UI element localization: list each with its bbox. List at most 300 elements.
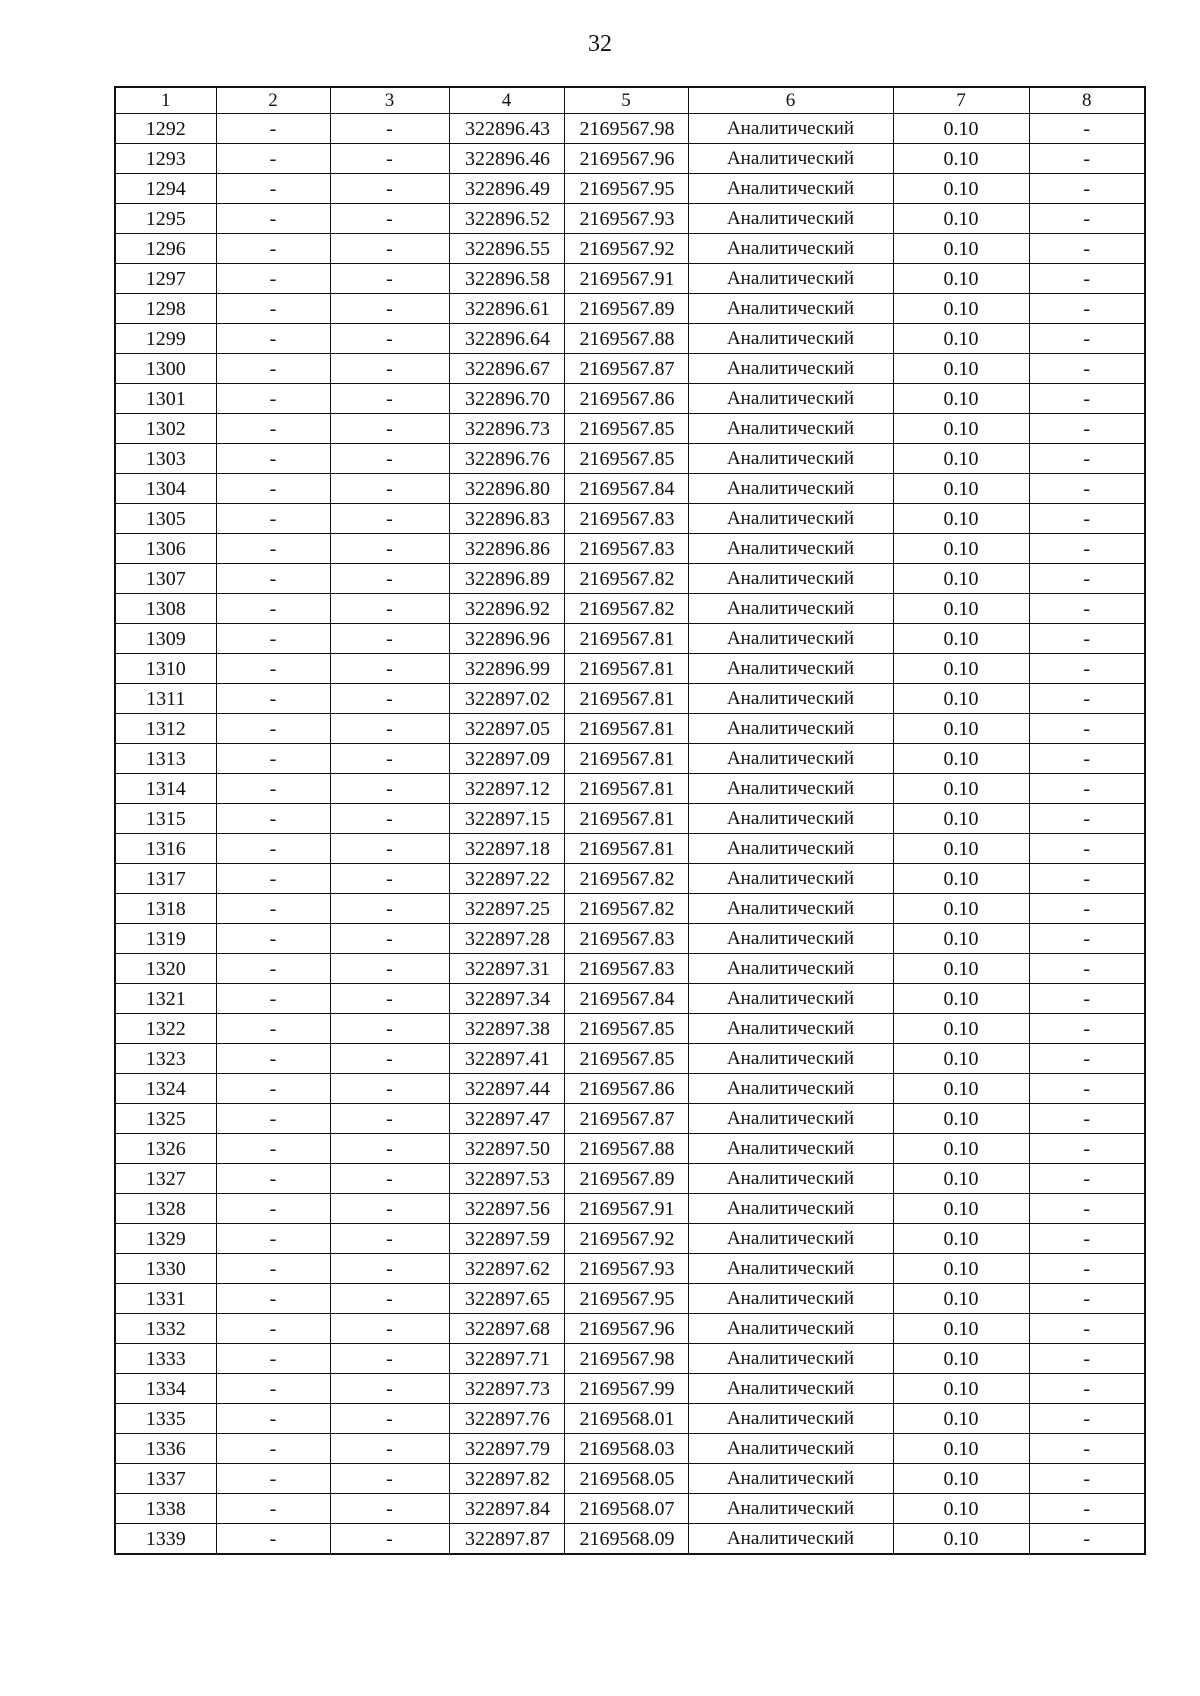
cell-method: Аналитический bbox=[688, 534, 893, 564]
cell-method: Аналитический bbox=[688, 324, 893, 354]
cell-col-3: - bbox=[330, 264, 449, 294]
cell-col-3: - bbox=[330, 564, 449, 594]
cell-coord-x: 322897.28 bbox=[449, 924, 564, 954]
cell-col-2: - bbox=[216, 444, 330, 474]
cell-col-8: - bbox=[1029, 894, 1145, 924]
cell-coord-x: 322897.41 bbox=[449, 1044, 564, 1074]
cell-col-3: - bbox=[330, 534, 449, 564]
cell-col-8: - bbox=[1029, 1224, 1145, 1254]
cell-coord-x: 322896.73 bbox=[449, 414, 564, 444]
cell-col-8: - bbox=[1029, 654, 1145, 684]
cell-col-8: - bbox=[1029, 294, 1145, 324]
cell-coord-y: 2169567.81 bbox=[564, 684, 688, 714]
cell-coord-x: 322897.79 bbox=[449, 1434, 564, 1464]
cell-coord-y: 2169567.82 bbox=[564, 864, 688, 894]
cell-coord-y: 2169567.81 bbox=[564, 804, 688, 834]
cell-col-2: - bbox=[216, 654, 330, 684]
cell-col-3: - bbox=[330, 1134, 449, 1164]
cell-method: Аналитический bbox=[688, 444, 893, 474]
cell-accuracy: 0.10 bbox=[893, 1044, 1029, 1074]
cell-coord-x: 322897.62 bbox=[449, 1254, 564, 1284]
cell-coord-y: 2169567.83 bbox=[564, 504, 688, 534]
cell-accuracy: 0.10 bbox=[893, 1374, 1029, 1404]
cell-coord-x: 322896.46 bbox=[449, 144, 564, 174]
cell-coord-y: 2169567.85 bbox=[564, 414, 688, 444]
cell-point-number: 1310 bbox=[115, 654, 216, 684]
cell-accuracy: 0.10 bbox=[893, 354, 1029, 384]
cell-point-number: 1318 bbox=[115, 894, 216, 924]
cell-method: Аналитический bbox=[688, 144, 893, 174]
cell-col-8: - bbox=[1029, 744, 1145, 774]
cell-coord-x: 322896.43 bbox=[449, 114, 564, 144]
cell-coord-x: 322897.87 bbox=[449, 1524, 564, 1555]
cell-col-3: - bbox=[330, 174, 449, 204]
table-header bbox=[115, 87, 1145, 114]
cell-accuracy: 0.10 bbox=[893, 294, 1029, 324]
cell-method: Аналитический bbox=[688, 204, 893, 234]
table-row bbox=[115, 924, 1145, 954]
table-row bbox=[115, 264, 1145, 294]
cell-method: Аналитический bbox=[688, 714, 893, 744]
cell-method: Аналитический bbox=[688, 954, 893, 984]
table-row bbox=[115, 744, 1145, 774]
table-row bbox=[115, 354, 1145, 384]
cell-coord-y: 2169567.85 bbox=[564, 1044, 688, 1074]
cell-accuracy: 0.10 bbox=[893, 954, 1029, 984]
cell-coord-y: 2169567.91 bbox=[564, 264, 688, 294]
cell-point-number: 1323 bbox=[115, 1044, 216, 1074]
cell-accuracy: 0.10 bbox=[893, 924, 1029, 954]
table-row bbox=[115, 1254, 1145, 1284]
table-row bbox=[115, 414, 1145, 444]
cell-coord-y: 2169567.92 bbox=[564, 234, 688, 264]
cell-accuracy: 0.10 bbox=[893, 144, 1029, 174]
cell-method: Аналитический bbox=[688, 1224, 893, 1254]
cell-point-number: 1304 bbox=[115, 474, 216, 504]
cell-point-number: 1322 bbox=[115, 1014, 216, 1044]
table-body bbox=[115, 114, 1145, 1555]
cell-accuracy: 0.10 bbox=[893, 174, 1029, 204]
header-cell-2: 2 bbox=[216, 87, 330, 114]
cell-point-number: 1320 bbox=[115, 954, 216, 984]
cell-accuracy: 0.10 bbox=[893, 1314, 1029, 1344]
cell-method: Аналитический bbox=[688, 1104, 893, 1134]
cell-method: Аналитический bbox=[688, 744, 893, 774]
cell-col-3: - bbox=[330, 714, 449, 744]
cell-col-2: - bbox=[216, 174, 330, 204]
cell-coord-y: 2169567.81 bbox=[564, 744, 688, 774]
table-row bbox=[115, 894, 1145, 924]
cell-coord-x: 322896.58 bbox=[449, 264, 564, 294]
cell-coord-x: 322897.25 bbox=[449, 894, 564, 924]
table-row bbox=[115, 174, 1145, 204]
cell-point-number: 1334 bbox=[115, 1374, 216, 1404]
cell-point-number: 1339 bbox=[115, 1524, 216, 1555]
cell-coord-y: 2169567.84 bbox=[564, 474, 688, 504]
cell-coord-x: 322897.15 bbox=[449, 804, 564, 834]
cell-accuracy: 0.10 bbox=[893, 834, 1029, 864]
cell-method: Аналитический bbox=[688, 1494, 893, 1524]
cell-accuracy: 0.10 bbox=[893, 444, 1029, 474]
cell-coord-y: 2169567.83 bbox=[564, 534, 688, 564]
cell-col-8: - bbox=[1029, 444, 1145, 474]
cell-col-2: - bbox=[216, 684, 330, 714]
cell-col-8: - bbox=[1029, 1494, 1145, 1524]
cell-coord-y: 2169567.89 bbox=[564, 294, 688, 324]
cell-accuracy: 0.10 bbox=[893, 654, 1029, 684]
cell-coord-y: 2169567.93 bbox=[564, 204, 688, 234]
cell-accuracy: 0.10 bbox=[893, 1014, 1029, 1044]
cell-col-2: - bbox=[216, 924, 330, 954]
cell-method: Аналитический bbox=[688, 894, 893, 924]
cell-accuracy: 0.10 bbox=[893, 1494, 1029, 1524]
cell-col-2: - bbox=[216, 864, 330, 894]
cell-col-8: - bbox=[1029, 234, 1145, 264]
cell-coord-y: 2169567.96 bbox=[564, 144, 688, 174]
cell-coord-y: 2169567.89 bbox=[564, 1164, 688, 1194]
cell-coord-y: 2169567.85 bbox=[564, 444, 688, 474]
cell-method: Аналитический bbox=[688, 834, 893, 864]
header-cell-6: 6 bbox=[688, 87, 893, 114]
cell-coord-x: 322897.65 bbox=[449, 1284, 564, 1314]
cell-accuracy: 0.10 bbox=[893, 684, 1029, 714]
cell-accuracy: 0.10 bbox=[893, 984, 1029, 1014]
cell-accuracy: 0.10 bbox=[893, 1404, 1029, 1434]
cell-col-8: - bbox=[1029, 1194, 1145, 1224]
cell-coord-y: 2169567.91 bbox=[564, 1194, 688, 1224]
table-row bbox=[115, 714, 1145, 744]
cell-col-2: - bbox=[216, 1464, 330, 1494]
table-row bbox=[115, 834, 1145, 864]
cell-coord-y: 2169567.81 bbox=[564, 654, 688, 684]
cell-accuracy: 0.10 bbox=[893, 714, 1029, 744]
cell-method: Аналитический bbox=[688, 684, 893, 714]
cell-col-2: - bbox=[216, 1494, 330, 1524]
cell-col-3: - bbox=[330, 1014, 449, 1044]
header-cell-8: 8 bbox=[1029, 87, 1145, 114]
cell-col-8: - bbox=[1029, 384, 1145, 414]
cell-col-2: - bbox=[216, 354, 330, 384]
cell-point-number: 1327 bbox=[115, 1164, 216, 1194]
cell-point-number: 1298 bbox=[115, 294, 216, 324]
cell-method: Аналитический bbox=[688, 174, 893, 204]
cell-point-number: 1313 bbox=[115, 744, 216, 774]
cell-coord-x: 322896.80 bbox=[449, 474, 564, 504]
cell-coord-y: 2169567.82 bbox=[564, 594, 688, 624]
cell-accuracy: 0.10 bbox=[893, 594, 1029, 624]
cell-method: Аналитический bbox=[688, 1464, 893, 1494]
cell-col-3: - bbox=[330, 324, 449, 354]
cell-method: Аналитический bbox=[688, 594, 893, 624]
table-row bbox=[115, 864, 1145, 894]
table-row bbox=[115, 1344, 1145, 1374]
coordinates-table bbox=[114, 86, 1146, 1555]
cell-col-8: - bbox=[1029, 984, 1145, 1014]
cell-col-2: - bbox=[216, 324, 330, 354]
cell-method: Аналитический bbox=[688, 474, 893, 504]
cell-coord-x: 322897.44 bbox=[449, 1074, 564, 1104]
cell-col-8: - bbox=[1029, 1254, 1145, 1284]
cell-col-8: - bbox=[1029, 1134, 1145, 1164]
cell-method: Аналитический bbox=[688, 924, 893, 954]
cell-col-3: - bbox=[330, 294, 449, 324]
cell-col-3: - bbox=[330, 744, 449, 774]
cell-coord-y: 2169567.98 bbox=[564, 114, 688, 144]
cell-coord-y: 2169567.87 bbox=[564, 354, 688, 384]
cell-point-number: 1295 bbox=[115, 204, 216, 234]
table-row bbox=[115, 384, 1145, 414]
cell-method: Аналитический bbox=[688, 864, 893, 894]
cell-col-2: - bbox=[216, 954, 330, 984]
cell-coord-x: 322896.55 bbox=[449, 234, 564, 264]
cell-coord-y: 2169567.88 bbox=[564, 1134, 688, 1164]
cell-coord-x: 322896.96 bbox=[449, 624, 564, 654]
cell-col-8: - bbox=[1029, 834, 1145, 864]
cell-col-8: - bbox=[1029, 1404, 1145, 1434]
table-row bbox=[115, 984, 1145, 1014]
cell-coord-y: 2169567.82 bbox=[564, 894, 688, 924]
cell-accuracy: 0.10 bbox=[893, 564, 1029, 594]
cell-col-2: - bbox=[216, 504, 330, 534]
cell-point-number: 1325 bbox=[115, 1104, 216, 1134]
cell-coord-y: 2169567.83 bbox=[564, 924, 688, 954]
cell-col-8: - bbox=[1029, 924, 1145, 954]
table-row bbox=[115, 444, 1145, 474]
cell-col-3: - bbox=[330, 654, 449, 684]
cell-col-8: - bbox=[1029, 324, 1145, 354]
table-row bbox=[115, 954, 1145, 984]
cell-method: Аналитический bbox=[688, 234, 893, 264]
cell-col-3: - bbox=[330, 1224, 449, 1254]
cell-col-3: - bbox=[330, 504, 449, 534]
cell-point-number: 1296 bbox=[115, 234, 216, 264]
cell-coord-x: 322897.05 bbox=[449, 714, 564, 744]
table-row bbox=[115, 1404, 1145, 1434]
cell-col-8: - bbox=[1029, 714, 1145, 744]
cell-col-2: - bbox=[216, 894, 330, 924]
cell-col-3: - bbox=[330, 954, 449, 984]
cell-col-2: - bbox=[216, 564, 330, 594]
cell-coord-x: 322897.38 bbox=[449, 1014, 564, 1044]
cell-point-number: 1300 bbox=[115, 354, 216, 384]
cell-accuracy: 0.10 bbox=[893, 1164, 1029, 1194]
cell-point-number: 1309 bbox=[115, 624, 216, 654]
cell-col-3: - bbox=[330, 774, 449, 804]
cell-coord-x: 322896.67 bbox=[449, 354, 564, 384]
cell-coord-x: 322896.61 bbox=[449, 294, 564, 324]
cell-col-2: - bbox=[216, 534, 330, 564]
cell-point-number: 1336 bbox=[115, 1434, 216, 1464]
cell-point-number: 1329 bbox=[115, 1224, 216, 1254]
cell-accuracy: 0.10 bbox=[893, 1194, 1029, 1224]
cell-coord-y: 2169567.82 bbox=[564, 564, 688, 594]
cell-coord-x: 322897.12 bbox=[449, 774, 564, 804]
cell-point-number: 1294 bbox=[115, 174, 216, 204]
header-cell-4: 4 bbox=[449, 87, 564, 114]
cell-col-2: - bbox=[216, 264, 330, 294]
cell-method: Аналитический bbox=[688, 1254, 893, 1284]
cell-col-2: - bbox=[216, 1134, 330, 1164]
cell-col-3: - bbox=[330, 1314, 449, 1344]
cell-coord-x: 322897.56 bbox=[449, 1194, 564, 1224]
cell-col-3: - bbox=[330, 1344, 449, 1374]
cell-col-8: - bbox=[1029, 564, 1145, 594]
cell-col-3: - bbox=[330, 684, 449, 714]
cell-coord-x: 322896.89 bbox=[449, 564, 564, 594]
cell-col-2: - bbox=[216, 624, 330, 654]
cell-col-8: - bbox=[1029, 114, 1145, 144]
cell-col-8: - bbox=[1029, 264, 1145, 294]
cell-col-2: - bbox=[216, 474, 330, 504]
cell-accuracy: 0.10 bbox=[893, 1224, 1029, 1254]
cell-point-number: 1337 bbox=[115, 1464, 216, 1494]
cell-coord-x: 322897.50 bbox=[449, 1134, 564, 1164]
cell-point-number: 1324 bbox=[115, 1074, 216, 1104]
cell-accuracy: 0.10 bbox=[893, 264, 1029, 294]
cell-point-number: 1299 bbox=[115, 324, 216, 354]
cell-col-3: - bbox=[330, 354, 449, 384]
cell-coord-y: 2169567.92 bbox=[564, 1224, 688, 1254]
cell-col-3: - bbox=[330, 1194, 449, 1224]
table-row bbox=[115, 1044, 1145, 1074]
table-row bbox=[115, 1074, 1145, 1104]
cell-method: Аналитический bbox=[688, 264, 893, 294]
cell-col-8: - bbox=[1029, 774, 1145, 804]
cell-point-number: 1317 bbox=[115, 864, 216, 894]
cell-accuracy: 0.10 bbox=[893, 474, 1029, 504]
cell-col-2: - bbox=[216, 1404, 330, 1434]
cell-col-3: - bbox=[330, 1434, 449, 1464]
table-row bbox=[115, 1494, 1145, 1524]
cell-col-8: - bbox=[1029, 174, 1145, 204]
cell-point-number: 1332 bbox=[115, 1314, 216, 1344]
table-row bbox=[115, 1284, 1145, 1314]
cell-coord-y: 2169568.05 bbox=[564, 1464, 688, 1494]
cell-coord-x: 322897.84 bbox=[449, 1494, 564, 1524]
cell-coord-y: 2169567.95 bbox=[564, 1284, 688, 1314]
cell-coord-x: 322897.47 bbox=[449, 1104, 564, 1134]
cell-point-number: 1316 bbox=[115, 834, 216, 864]
cell-coord-y: 2169567.88 bbox=[564, 324, 688, 354]
header-cell-1: 1 bbox=[115, 87, 216, 114]
table-row bbox=[115, 534, 1145, 564]
header-cell-3: 3 bbox=[330, 87, 449, 114]
cell-coord-y: 2169568.07 bbox=[564, 1494, 688, 1524]
cell-col-8: - bbox=[1029, 594, 1145, 624]
cell-coord-x: 322897.71 bbox=[449, 1344, 564, 1374]
cell-coord-y: 2169567.93 bbox=[564, 1254, 688, 1284]
cell-accuracy: 0.10 bbox=[893, 1434, 1029, 1464]
cell-col-3: - bbox=[330, 114, 449, 144]
cell-accuracy: 0.10 bbox=[893, 414, 1029, 444]
cell-col-8: - bbox=[1029, 954, 1145, 984]
cell-col-2: - bbox=[216, 1524, 330, 1555]
cell-col-8: - bbox=[1029, 354, 1145, 384]
table-row bbox=[115, 204, 1145, 234]
cell-point-number: 1335 bbox=[115, 1404, 216, 1434]
cell-col-3: - bbox=[330, 1044, 449, 1074]
cell-col-2: - bbox=[216, 114, 330, 144]
cell-col-8: - bbox=[1029, 474, 1145, 504]
table-row bbox=[115, 774, 1145, 804]
cell-point-number: 1292 bbox=[115, 114, 216, 144]
cell-col-2: - bbox=[216, 744, 330, 774]
cell-col-2: - bbox=[216, 1284, 330, 1314]
cell-method: Аналитический bbox=[688, 1404, 893, 1434]
cell-col-8: - bbox=[1029, 1104, 1145, 1134]
cell-col-2: - bbox=[216, 834, 330, 864]
cell-col-2: - bbox=[216, 1044, 330, 1074]
cell-method: Аналитический bbox=[688, 504, 893, 534]
cell-point-number: 1308 bbox=[115, 594, 216, 624]
table-row bbox=[115, 1014, 1145, 1044]
cell-col-3: - bbox=[330, 1404, 449, 1434]
cell-col-8: - bbox=[1029, 864, 1145, 894]
cell-col-8: - bbox=[1029, 534, 1145, 564]
cell-coord-x: 322897.02 bbox=[449, 684, 564, 714]
cell-point-number: 1302 bbox=[115, 414, 216, 444]
cell-point-number: 1315 bbox=[115, 804, 216, 834]
cell-coord-x: 322897.82 bbox=[449, 1464, 564, 1494]
cell-col-2: - bbox=[216, 774, 330, 804]
cell-point-number: 1301 bbox=[115, 384, 216, 414]
table-row bbox=[115, 684, 1145, 714]
cell-col-2: - bbox=[216, 1194, 330, 1224]
cell-coord-x: 322896.86 bbox=[449, 534, 564, 564]
cell-point-number: 1319 bbox=[115, 924, 216, 954]
cell-point-number: 1326 bbox=[115, 1134, 216, 1164]
cell-col-3: - bbox=[330, 444, 449, 474]
table-row bbox=[115, 1134, 1145, 1164]
cell-coord-y: 2169567.98 bbox=[564, 1344, 688, 1374]
cell-coord-x: 322897.22 bbox=[449, 864, 564, 894]
cell-method: Аналитический bbox=[688, 804, 893, 834]
cell-col-2: - bbox=[216, 1164, 330, 1194]
cell-col-8: - bbox=[1029, 504, 1145, 534]
cell-accuracy: 0.10 bbox=[893, 324, 1029, 354]
cell-col-3: - bbox=[330, 984, 449, 1014]
cell-coord-y: 2169567.81 bbox=[564, 834, 688, 864]
table-row bbox=[115, 654, 1145, 684]
cell-point-number: 1328 bbox=[115, 1194, 216, 1224]
table-row bbox=[115, 1464, 1145, 1494]
table-row bbox=[115, 1194, 1145, 1224]
cell-col-3: - bbox=[330, 1254, 449, 1284]
cell-coord-x: 322896.83 bbox=[449, 504, 564, 534]
cell-col-2: - bbox=[216, 594, 330, 624]
cell-point-number: 1311 bbox=[115, 684, 216, 714]
cell-coord-y: 2169567.95 bbox=[564, 174, 688, 204]
cell-coord-y: 2169567.81 bbox=[564, 774, 688, 804]
table-row bbox=[115, 624, 1145, 654]
cell-accuracy: 0.10 bbox=[893, 1344, 1029, 1374]
cell-point-number: 1321 bbox=[115, 984, 216, 1014]
cell-method: Аналитический bbox=[688, 1194, 893, 1224]
cell-coord-x: 322896.52 bbox=[449, 204, 564, 234]
cell-method: Аналитический bbox=[688, 354, 893, 384]
cell-coord-y: 2169567.96 bbox=[564, 1314, 688, 1344]
cell-method: Аналитический bbox=[688, 1164, 893, 1194]
cell-point-number: 1333 bbox=[115, 1344, 216, 1374]
cell-col-2: - bbox=[216, 1434, 330, 1464]
cell-col-3: - bbox=[330, 1104, 449, 1134]
cell-col-2: - bbox=[216, 414, 330, 444]
table-row bbox=[115, 474, 1145, 504]
cell-point-number: 1312 bbox=[115, 714, 216, 744]
cell-col-3: - bbox=[330, 1164, 449, 1194]
table-row bbox=[115, 324, 1145, 354]
cell-col-3: - bbox=[330, 1494, 449, 1524]
